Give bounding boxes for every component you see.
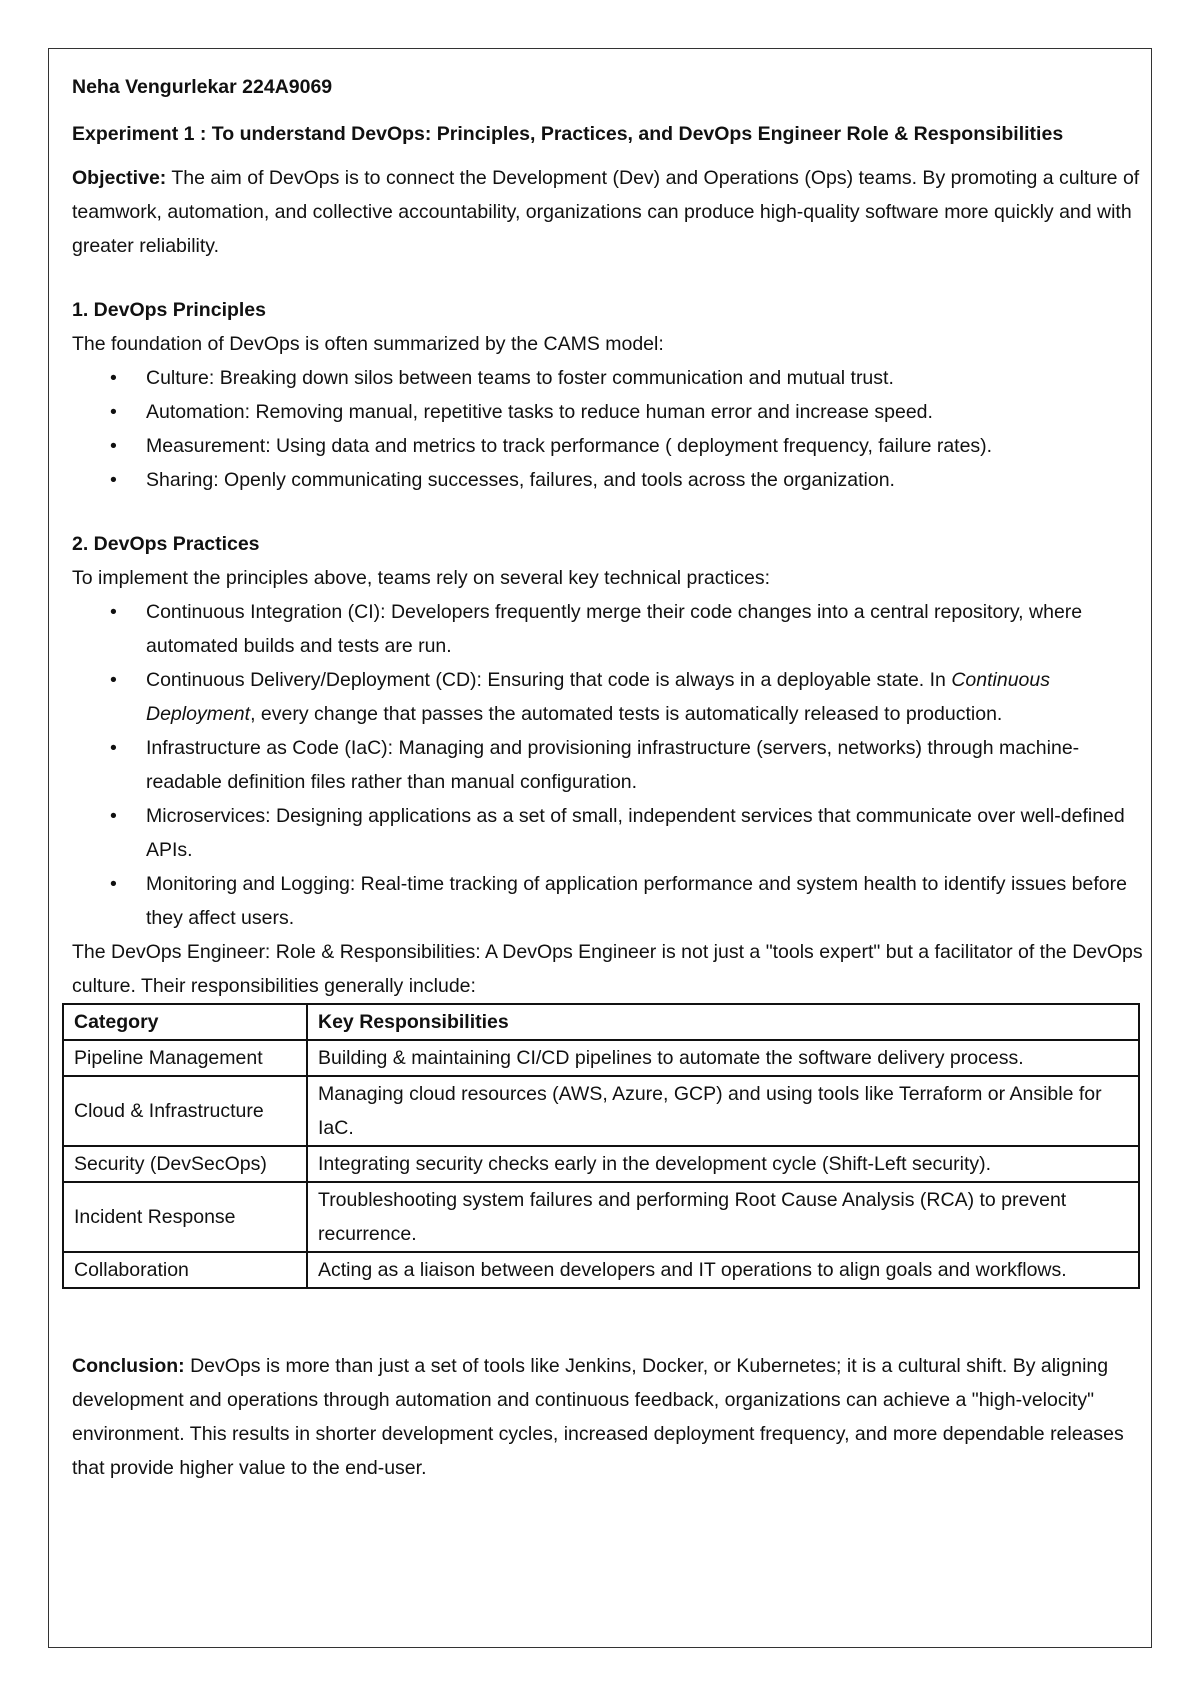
list-item: • Culture: Breaking down silos between teams to foster communication and mutual trust. (72, 361, 1144, 395)
list-item: • Continuous Integration (CI): Developers frequently merge their code changes into a central repository, where automated builds and tests are run. (72, 595, 1144, 663)
table-cell-responsibility: Managing cloud resources (AWS, Azure, GCP) and using tools like Terraform or Ansible for IaC. (307, 1076, 1139, 1146)
table-cell-responsibility: Troubleshooting system failures and performing Root Cause Analysis (RCA) to prevent recurrence. (307, 1182, 1139, 1252)
bullet-icon: • (110, 737, 117, 759)
table-row (63, 1182, 1139, 1252)
table-cell-responsibility: Integrating security checks early in the development cycle (Shift-Left security). (307, 1146, 1139, 1182)
table-cell-category: Cloud & Infrastructure (63, 1076, 307, 1146)
bullet-icon: • (110, 367, 117, 389)
list-item: • Continuous Delivery/Deployment (CD): Ensuring that code is always in a deployable state. In Continuous Deployment, every change that passes the automated tests is automatically released to production. (72, 663, 1144, 731)
bullet-icon: • (110, 805, 117, 827)
table-header-row (63, 1004, 1139, 1040)
bullet-icon: • (110, 669, 117, 691)
bullet-icon: • (110, 401, 117, 423)
list-item: • Measurement: Using data and metrics to track performance ( deployment frequency, failure rates). (72, 429, 1144, 463)
table-cell-category: Security (DevSecOps) (63, 1146, 307, 1182)
objective-label: Objective: (72, 167, 167, 189)
table-cell-responsibility: Building & maintaining CI/CD pipelines to automate the software delivery process. (307, 1040, 1139, 1076)
conclusion-label: Conclusion: (72, 1355, 185, 1377)
author-line: Neha Vengurlekar 224A9069 (72, 76, 333, 98)
list-item: • Infrastructure as Code (IaC): Managing and provisioning infrastructure (servers, networks) through machine-readable definition files rather than manual configuration. (72, 731, 1144, 799)
table-row (63, 1076, 1139, 1146)
list-item: • Automation: Removing manual, repetitive tasks to reduce human error and increase speed. (72, 395, 1144, 429)
conclusion-paragraph (72, 1349, 1144, 1485)
principles-heading: 1. DevOps Principles (72, 299, 267, 321)
table-cell-responsibility: Acting as a liaison between developers and IT operations to align goals and workflows. (307, 1252, 1139, 1288)
bullet-icon: • (110, 469, 117, 491)
table-row (63, 1040, 1139, 1076)
italic-term: Continuous Deployment (146, 669, 1050, 725)
responsibilities-table (62, 1003, 1140, 1289)
bullet-icon: • (110, 435, 117, 457)
practices-intro: To implement the principles above, teams rely on several key technical practices: (72, 567, 770, 589)
table-cell-category: Incident Response (63, 1182, 307, 1252)
list-item: • Sharing: Openly communicating successes, failures, and tools across the organization. (72, 463, 1144, 497)
table-header-cell: Key Responsibilities (307, 1004, 1139, 1040)
role-intro: The DevOps Engineer: Role & Responsibilities: A DevOps Engineer is not just a "tools expert" but a facilitator of the DevOps culture. Their responsibilities generally include: (72, 941, 1143, 997)
bullet-icon: • (110, 601, 117, 623)
objective-paragraph (72, 161, 1144, 263)
table-cell-category: Collaboration (63, 1252, 307, 1288)
conclusion-text: DevOps is more than just a set of tools like Jenkins, Docker, or Kubernetes; it is a cultural shift. By aligning development and operations through automation and continuous feedback, organizations can achieve a "high-velocity" environment. This results in shorter development cycles, increased deployment frequency, and more dependable releases that provide higher value to the end-user. (72, 1355, 1124, 1479)
document-title: Experiment 1 : To understand DevOps: Principles, Practices, and DevOps Engineer Role & Responsibilities (72, 123, 1064, 145)
list-item: • Monitoring and Logging: Real-time tracking of application performance and system health to identify issues before they affect users. (72, 867, 1144, 935)
practices-heading: 2. DevOps Practices (72, 533, 260, 555)
principles-intro: The foundation of DevOps is often summarized by the CAMS model: (72, 333, 664, 355)
bullet-icon: • (110, 873, 117, 895)
objective-text: The aim of DevOps is to connect the Development (Dev) and Operations (Ops) teams. By promoting a culture of teamwork, automation, and collective accountability, organizations can produce high-quality software more quickly and with greater reliability. (72, 167, 1140, 257)
document-body (72, 70, 1144, 1485)
table-row (63, 1252, 1139, 1288)
practices-list (72, 595, 1144, 935)
table-cell-category: Pipeline Management (63, 1040, 307, 1076)
table-header-cell: Category (63, 1004, 307, 1040)
principles-list (72, 361, 1144, 497)
list-item: • Microservices: Designing applications as a set of small, independent services that communicate over well-defined APIs. (72, 799, 1144, 867)
table-row (63, 1146, 1139, 1182)
